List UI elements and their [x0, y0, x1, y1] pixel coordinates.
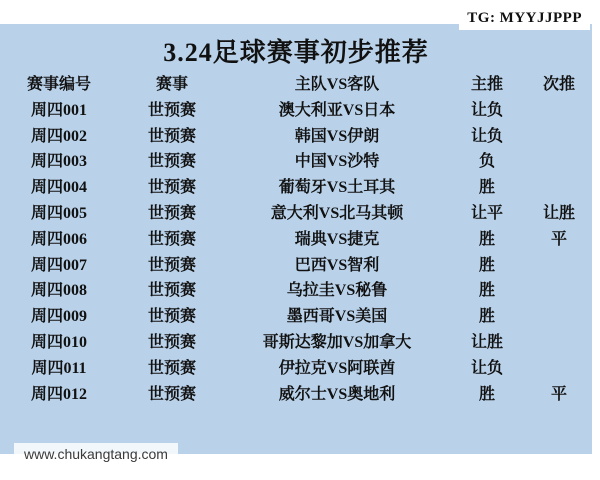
cell-competition: 世预赛: [147, 282, 196, 300]
cell-competition: 世预赛: [147, 101, 196, 119]
cell-id: 周四002: [30, 127, 87, 145]
cell-main-pick: 胜: [478, 282, 495, 300]
cell-id: 周四009: [30, 308, 87, 326]
cell-match: 韩国VS伊朗: [294, 127, 380, 145]
cell-match: 意大利VS北马其顿: [270, 204, 404, 222]
table-header-row: [0, 73, 592, 99]
cell-main-pick: 胜: [478, 308, 495, 326]
cell-id: 周四004: [30, 179, 87, 197]
cell-id: 周四007: [30, 256, 87, 274]
table-row: [0, 383, 592, 409]
cell-alt-pick: [526, 99, 592, 125]
column-header-match: 主队VS客队: [294, 76, 380, 93]
cell-competition: 世预赛: [147, 308, 196, 326]
cell-alt-pick: [526, 176, 592, 202]
cell-competition: 世预赛: [147, 179, 196, 197]
table-body: [0, 99, 592, 409]
cell-competition: 世预赛: [147, 204, 196, 222]
cell-id: 周四001: [30, 101, 87, 119]
cell-id: 周四011: [31, 359, 87, 377]
table-row: [0, 176, 592, 202]
cell-competition: 世预赛: [147, 385, 196, 403]
cell-main-pick: 负: [478, 153, 495, 171]
cell-main-pick: 胜: [478, 179, 495, 197]
cell-alt-pick: 平: [550, 385, 567, 403]
cell-main-pick: 让胜: [470, 333, 503, 351]
cell-id: 周四003: [30, 153, 87, 171]
cell-match: 墨西哥VS美国: [286, 308, 388, 326]
cell-alt-pick: [526, 331, 592, 357]
cell-match: 威尔士VS奥地利: [278, 385, 396, 403]
cell-match: 哥斯达黎加VS加拿大: [262, 333, 412, 351]
table-row: [0, 150, 592, 176]
column-header-alt-pick: 次推: [542, 76, 575, 93]
cell-competition: 世预赛: [147, 230, 196, 248]
cell-competition: 世预赛: [147, 333, 196, 351]
table-row: [0, 125, 592, 151]
cell-alt-pick: 平: [550, 230, 567, 248]
column-header-main-pick: 主推: [470, 76, 503, 93]
fixtures-table: [0, 73, 592, 408]
cell-match: 伊拉克VS阿联酋: [278, 359, 396, 377]
table-row: [0, 254, 592, 280]
cell-alt-pick: [526, 254, 592, 280]
cell-match: 乌拉圭VS秘鲁: [286, 282, 388, 300]
cell-id: 周四006: [30, 230, 87, 248]
cell-id: 周四012: [30, 385, 87, 403]
cell-match: 瑞典VS捷克: [294, 230, 380, 248]
cell-main-pick: 让负: [470, 127, 503, 145]
table-row: [0, 228, 592, 254]
cell-competition: 世预赛: [147, 256, 196, 274]
table-row: [0, 202, 592, 228]
cell-main-pick: 让平: [470, 204, 503, 222]
cell-alt-pick: 让胜: [542, 204, 575, 222]
cell-competition: 世预赛: [147, 153, 196, 171]
cell-id: 周四005: [30, 204, 87, 222]
cell-alt-pick: [526, 125, 592, 151]
recommendation-panel: [0, 24, 592, 454]
cell-id: 周四010: [30, 333, 87, 351]
cell-alt-pick: [526, 279, 592, 305]
table-row: [0, 357, 592, 383]
table-header: [0, 73, 592, 99]
cell-match: 巴西VS智利: [294, 256, 380, 274]
cell-main-pick: 让负: [470, 101, 503, 119]
cell-main-pick: 胜: [478, 230, 495, 248]
telegram-watermark-badge: TG: MYYJJPPP: [459, 8, 590, 30]
cell-competition: 世预赛: [147, 127, 196, 145]
table-row: [0, 279, 592, 305]
column-header-competition: 赛事: [155, 76, 188, 93]
site-url-watermark: www.chukangtang.com: [14, 443, 178, 466]
cell-main-pick: 让负: [470, 359, 503, 377]
cell-alt-pick: [526, 305, 592, 331]
column-header-id: 赛事编号: [26, 76, 91, 93]
cell-alt-pick: [526, 150, 592, 176]
cell-main-pick: 胜: [478, 256, 495, 274]
table-row: [0, 331, 592, 357]
page-title: 3.24足球赛事初步推荐: [163, 38, 429, 67]
table-row: [0, 99, 592, 125]
cell-match: 中国VS沙特: [294, 153, 380, 171]
cell-match: 澳大利亚VS日本: [278, 101, 396, 119]
cell-competition: 世预赛: [147, 359, 196, 377]
cell-alt-pick: [526, 357, 592, 383]
cell-id: 周四008: [30, 282, 87, 300]
cell-match: 葡萄牙VS土耳其: [278, 179, 396, 197]
table-row: [0, 305, 592, 331]
cell-main-pick: 胜: [478, 385, 495, 403]
